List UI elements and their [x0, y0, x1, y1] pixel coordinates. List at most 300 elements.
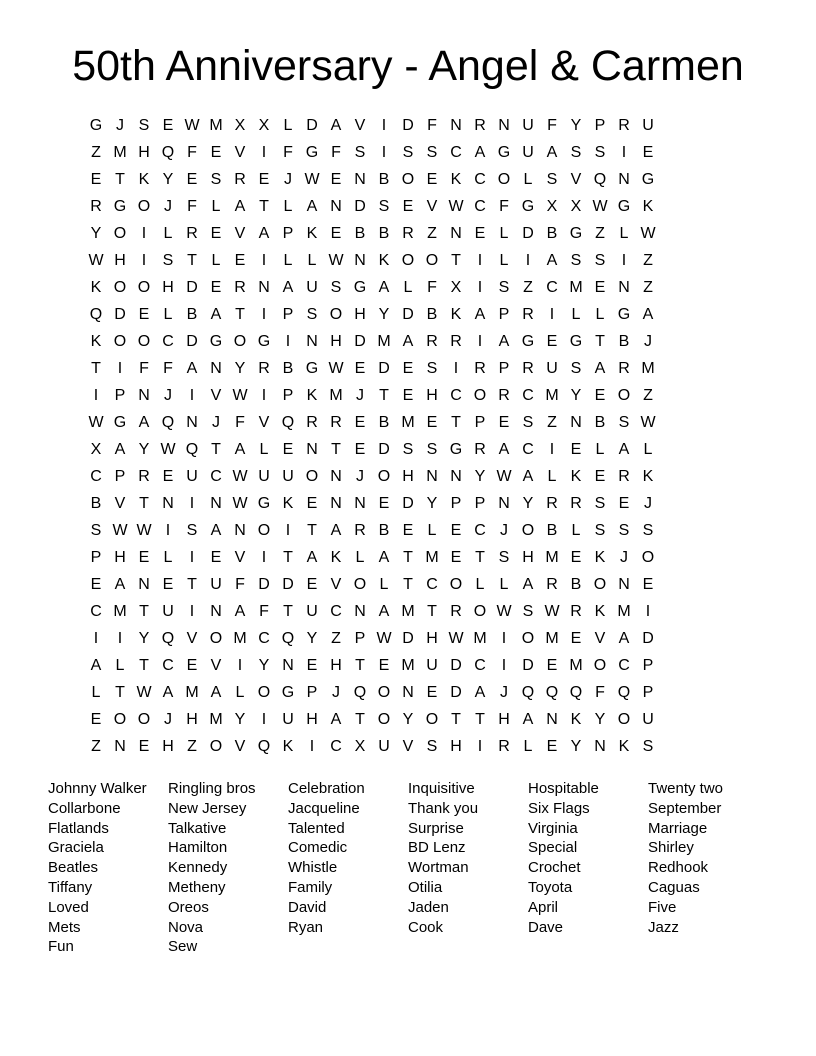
- grid-letter: T: [283, 549, 293, 566]
- grid-letter: A: [114, 576, 126, 593]
- grid-letter: B: [426, 306, 438, 323]
- grid-letter: G: [281, 684, 295, 701]
- grid-letter: A: [546, 144, 558, 161]
- grid-letter: U: [306, 603, 318, 620]
- grid-letter: I: [501, 657, 507, 674]
- grid-letter: L: [475, 576, 485, 593]
- grid-letter: C: [330, 603, 342, 620]
- grid-letter: X: [234, 117, 246, 134]
- grid-letter: I: [621, 144, 627, 161]
- grid-letter: P: [642, 684, 654, 701]
- grid-row: [84, 139, 732, 166]
- grid-letter: G: [569, 225, 583, 242]
- word-item: April: [528, 898, 559, 916]
- grid-letter: D: [114, 306, 126, 323]
- grid-letter: D: [378, 360, 390, 377]
- grid-letter: D: [378, 441, 390, 458]
- grid-letter: T: [139, 495, 149, 512]
- grid-letter: D: [186, 279, 198, 296]
- grid-letter: A: [210, 522, 222, 539]
- grid-letter: S: [378, 198, 390, 215]
- grid-letter: M: [617, 603, 631, 620]
- word-item: Toyota: [528, 878, 573, 896]
- grid-letter: R: [450, 333, 462, 350]
- grid-letter: G: [305, 144, 319, 161]
- grid-letter: K: [90, 333, 102, 350]
- grid-letter: Z: [523, 279, 533, 296]
- grid-letter: C: [426, 576, 438, 593]
- grid-letter: Z: [427, 225, 437, 242]
- grid-row: [84, 355, 732, 382]
- grid-letter: D: [402, 630, 414, 647]
- grid-letter: S: [210, 171, 222, 188]
- word-item: Flatlands: [48, 819, 109, 837]
- grid-letter: N: [210, 495, 222, 512]
- grid-letter: B: [90, 495, 102, 512]
- grid-letter: A: [306, 198, 318, 215]
- grid-letter: V: [570, 171, 582, 188]
- grid-letter: T: [595, 333, 605, 350]
- grid-letter: D: [402, 117, 414, 134]
- word-item: Shirley: [648, 839, 694, 857]
- grid-letter: A: [234, 198, 246, 215]
- grid-letter: M: [329, 387, 343, 404]
- grid-letter: V: [426, 198, 438, 215]
- grid-letter: E: [450, 549, 462, 566]
- grid-letter: O: [641, 549, 655, 566]
- grid-letter: C: [522, 441, 534, 458]
- grid-letter: N: [330, 495, 342, 512]
- grid-letter: Y: [570, 738, 582, 755]
- word-list: [48, 779, 768, 957]
- grid-letter: S: [498, 549, 510, 566]
- grid-letter: Y: [306, 630, 318, 647]
- grid-letter: H: [138, 144, 150, 161]
- grid-letter: A: [642, 306, 654, 323]
- grid-letter: T: [115, 171, 125, 188]
- grid-letter: O: [617, 711, 631, 728]
- grid-letter: S: [306, 306, 318, 323]
- grid-letter: L: [355, 549, 365, 566]
- grid-letter: K: [450, 171, 462, 188]
- word-item: Crochet: [528, 859, 581, 877]
- grid-letter: B: [546, 522, 558, 539]
- grid-letter: F: [427, 117, 437, 134]
- grid-letter: C: [522, 387, 534, 404]
- grid-letter: E: [138, 306, 150, 323]
- grid-letter: E: [162, 468, 174, 485]
- grid-letter: D: [306, 117, 318, 134]
- grid-letter: R: [306, 414, 318, 431]
- grid-letter: K: [570, 711, 582, 728]
- grid-letter: A: [258, 225, 270, 242]
- grid-letter: B: [378, 225, 390, 242]
- grid-letter: B: [618, 333, 630, 350]
- grid-letter: W: [232, 387, 248, 404]
- grid-row: [84, 598, 732, 625]
- grid-letter: M: [545, 630, 559, 647]
- grid-letter: R: [546, 576, 558, 593]
- grid-letter: Y: [522, 495, 534, 512]
- grid-letter: Q: [353, 684, 367, 701]
- word-column: [648, 779, 768, 957]
- grid-row: [84, 301, 732, 328]
- grid-letter: E: [642, 144, 654, 161]
- grid-letter: C: [162, 333, 174, 350]
- grid-letter: O: [137, 711, 151, 728]
- grid-letter: N: [210, 603, 222, 620]
- grid-letter: F: [547, 117, 557, 134]
- grid-letter: S: [162, 252, 174, 269]
- grid-letter: L: [307, 252, 317, 269]
- grid-letter: I: [621, 252, 627, 269]
- grid-letter: A: [474, 306, 486, 323]
- grid-letter: T: [187, 576, 197, 593]
- grid-letter: I: [237, 657, 243, 674]
- grid-letter: Y: [426, 495, 438, 512]
- grid-letter: Q: [161, 414, 175, 431]
- grid-letter: F: [187, 144, 197, 161]
- grid-letter: N: [618, 279, 630, 296]
- word-item: Graciela: [48, 839, 104, 857]
- grid-letter: K: [618, 738, 630, 755]
- word-item: Redhook: [648, 859, 709, 877]
- grid-letter: N: [138, 576, 150, 593]
- word-column: [168, 779, 288, 957]
- grid-letter: T: [235, 306, 245, 323]
- grid-letter: S: [354, 144, 366, 161]
- grid-letter: A: [330, 522, 342, 539]
- grid-row: [84, 652, 732, 679]
- grid-letter: Q: [545, 684, 559, 701]
- grid-row: [84, 517, 732, 544]
- word-item: Ringling bros: [168, 780, 256, 797]
- grid-letter: W: [232, 495, 248, 512]
- grid-letter: L: [379, 576, 389, 593]
- grid-letter: O: [137, 279, 151, 296]
- grid-row: [84, 328, 732, 355]
- grid-letter: B: [594, 414, 606, 431]
- grid-letter: Z: [643, 279, 653, 296]
- grid-letter: A: [498, 333, 510, 350]
- word-column: [408, 779, 528, 957]
- grid-letter: N: [426, 468, 438, 485]
- grid-letter: C: [474, 657, 486, 674]
- grid-letter: H: [306, 711, 318, 728]
- grid-letter: F: [595, 684, 605, 701]
- grid-letter: L: [571, 306, 581, 323]
- grid-letter: J: [164, 198, 172, 215]
- grid-letter: P: [306, 684, 318, 701]
- word-item: Nova: [168, 918, 204, 936]
- grid-letter: L: [283, 198, 293, 215]
- grid-letter: T: [403, 549, 413, 566]
- grid-letter: A: [114, 441, 126, 458]
- grid-letter: J: [500, 684, 508, 701]
- grid-letter: Q: [257, 738, 271, 755]
- grid-letter: L: [523, 171, 533, 188]
- grid-letter: V: [114, 495, 126, 512]
- word-item: Virginia: [528, 819, 578, 837]
- grid-letter: U: [426, 657, 438, 674]
- grid-letter: S: [570, 144, 582, 161]
- grid-letter: R: [450, 603, 462, 620]
- grid-letter: A: [474, 684, 486, 701]
- grid-letter: I: [501, 630, 507, 647]
- word-item: Twenty two: [648, 780, 724, 797]
- grid-letter: L: [163, 225, 173, 242]
- grid-letter: R: [402, 225, 414, 242]
- grid-letter: F: [331, 144, 341, 161]
- grid-letter: E: [306, 495, 318, 512]
- grid-letter: E: [498, 414, 510, 431]
- word-item: David: [288, 898, 327, 916]
- grid-letter: O: [113, 279, 127, 296]
- grid-letter: E: [618, 495, 630, 512]
- grid-letter: S: [426, 144, 438, 161]
- grid-letter: D: [402, 306, 414, 323]
- grid-letter: E: [426, 414, 438, 431]
- word-item: Fun: [48, 938, 74, 956]
- word-item: Marriage: [648, 819, 708, 837]
- grid-letter: R: [90, 198, 102, 215]
- grid-letter: A: [330, 117, 342, 134]
- grid-letter: N: [186, 414, 198, 431]
- grid-letter: E: [402, 360, 414, 377]
- grid-letter: J: [332, 684, 340, 701]
- grid-letter: S: [90, 522, 102, 539]
- grid-letter: S: [618, 522, 630, 539]
- grid-letter: H: [330, 333, 342, 350]
- grid-letter: H: [450, 738, 462, 755]
- grid-letter: A: [282, 279, 294, 296]
- grid-letter: Y: [138, 441, 150, 458]
- word-item: Family: [288, 878, 333, 896]
- grid-letter: Y: [378, 306, 390, 323]
- grid-letter: S: [618, 414, 630, 431]
- grid-letter: S: [642, 522, 654, 539]
- grid-letter: F: [283, 144, 293, 161]
- grid-letter: P: [474, 414, 486, 431]
- grid-letter: R: [618, 468, 630, 485]
- grid-letter: G: [641, 171, 655, 188]
- grid-letter: N: [450, 468, 462, 485]
- grid-letter: U: [522, 117, 534, 134]
- grid-letter: C: [546, 279, 558, 296]
- grid-letter: R: [186, 225, 198, 242]
- grid-letter: D: [450, 684, 462, 701]
- grid-row: [84, 409, 732, 436]
- grid-letter: J: [284, 171, 292, 188]
- grid-letter: O: [449, 576, 463, 593]
- grid-letter: N: [546, 711, 558, 728]
- grid-letter: W: [640, 414, 656, 431]
- grid-letter: E: [426, 171, 438, 188]
- grid-letter: C: [330, 738, 342, 755]
- grid-letter: M: [185, 684, 199, 701]
- grid-letter: M: [233, 630, 247, 647]
- word-item: Metheny: [168, 878, 226, 896]
- grid-letter: G: [617, 198, 631, 215]
- grid-letter: P: [354, 630, 366, 647]
- grid-letter: W: [160, 441, 176, 458]
- grid-letter: I: [261, 549, 267, 566]
- word-item: Kennedy: [168, 859, 228, 877]
- grid-letter: S: [594, 522, 606, 539]
- grid-row: [84, 625, 732, 652]
- grid-letter: J: [620, 549, 628, 566]
- grid-letter: O: [425, 711, 439, 728]
- grid-letter: L: [595, 306, 605, 323]
- grid-row: [84, 571, 732, 598]
- grid-letter: J: [356, 468, 364, 485]
- grid-letter: I: [285, 333, 291, 350]
- grid-letter: A: [90, 657, 102, 674]
- grid-letter: G: [305, 360, 319, 377]
- grid-letter: P: [282, 306, 294, 323]
- grid-letter: C: [90, 468, 102, 485]
- grid-letter: B: [570, 576, 582, 593]
- grid-letter: L: [595, 441, 605, 458]
- grid-letter: N: [450, 225, 462, 242]
- grid-letter: S: [330, 279, 342, 296]
- grid-letter: A: [378, 279, 390, 296]
- grid-letter: D: [186, 333, 198, 350]
- grid-letter: J: [644, 333, 652, 350]
- grid-letter: E: [450, 522, 462, 539]
- grid-letter: G: [89, 117, 103, 134]
- grid-letter: J: [500, 522, 508, 539]
- word-column: [288, 779, 408, 957]
- grid-letter: T: [115, 684, 125, 701]
- grid-letter: L: [91, 684, 101, 701]
- word-item: Johnny Walker: [48, 780, 147, 797]
- grid-letter: A: [162, 684, 174, 701]
- grid-letter: V: [234, 144, 246, 161]
- grid-letter: F: [163, 360, 173, 377]
- grid-letter: E: [186, 657, 198, 674]
- grid-letter: N: [618, 576, 630, 593]
- grid-letter: O: [137, 198, 151, 215]
- grid-letter: J: [356, 387, 364, 404]
- grid-letter: U: [306, 279, 318, 296]
- grid-letter: K: [306, 387, 318, 404]
- grid-letter: G: [113, 198, 127, 215]
- word-item: Comedic: [288, 839, 348, 857]
- grid-letter: I: [141, 225, 147, 242]
- grid-letter: D: [450, 657, 462, 674]
- grid-row: [84, 706, 732, 733]
- grid-letter: L: [571, 522, 581, 539]
- grid-letter: W: [376, 630, 392, 647]
- grid-letter: S: [546, 171, 558, 188]
- grid-letter: R: [474, 360, 486, 377]
- grid-letter: Q: [281, 414, 295, 431]
- grid-letter: W: [88, 414, 104, 431]
- grid-letter: U: [642, 711, 654, 728]
- grid-letter: Y: [234, 360, 246, 377]
- grid-letter: E: [570, 441, 582, 458]
- grid-letter: N: [354, 603, 366, 620]
- word-column: [528, 779, 648, 957]
- grid-letter: I: [117, 630, 123, 647]
- grid-letter: H: [162, 738, 174, 755]
- grid-letter: U: [282, 468, 294, 485]
- grid-letter: V: [210, 657, 222, 674]
- grid-letter: N: [498, 117, 510, 134]
- grid-letter: X: [354, 738, 366, 755]
- grid-letter: X: [90, 441, 102, 458]
- grid-letter: H: [498, 711, 510, 728]
- word-item: Five: [648, 898, 677, 916]
- grid-letter: L: [163, 549, 173, 566]
- grid-letter: S: [186, 522, 198, 539]
- grid-letter: F: [427, 279, 437, 296]
- grid-letter: L: [403, 279, 413, 296]
- word-item: Tiffany: [48, 878, 93, 896]
- grid-letter: O: [593, 576, 607, 593]
- grid-letter: B: [354, 225, 366, 242]
- grid-letter: I: [285, 522, 291, 539]
- grid-letter: T: [331, 441, 341, 458]
- word-item: Oreos: [168, 898, 209, 916]
- grid-letter: I: [549, 306, 555, 323]
- grid-letter: R: [570, 495, 582, 512]
- grid-letter: K: [642, 468, 654, 485]
- grid-letter: K: [90, 279, 102, 296]
- grid-letter: R: [618, 117, 630, 134]
- grid-letter: N: [234, 522, 246, 539]
- grid-letter: H: [426, 387, 438, 404]
- grid-letter: E: [90, 171, 102, 188]
- grid-letter: E: [258, 171, 270, 188]
- grid-letter: M: [401, 603, 415, 620]
- grid-letter: N: [354, 171, 366, 188]
- word-item: Talkative: [168, 819, 227, 837]
- grid-letter: H: [522, 549, 534, 566]
- grid-letter: S: [402, 441, 414, 458]
- grid-letter: W: [304, 171, 320, 188]
- grid-letter: I: [549, 441, 555, 458]
- grid-letter: O: [593, 657, 607, 674]
- grid-letter: D: [354, 198, 366, 215]
- grid-letter: V: [594, 630, 606, 647]
- grid-letter: T: [139, 657, 149, 674]
- grid-letter: W: [592, 198, 608, 215]
- grid-letter: S: [594, 144, 606, 161]
- grid-letter: I: [189, 549, 195, 566]
- word-item: Hospitable: [528, 780, 599, 797]
- grid-letter: R: [522, 360, 534, 377]
- grid-letter: P: [594, 117, 606, 134]
- grid-letter: P: [114, 387, 126, 404]
- grid-letter: Z: [595, 225, 605, 242]
- grid-letter: P: [498, 306, 510, 323]
- grid-letter: T: [91, 360, 101, 377]
- grid-letter: O: [377, 684, 391, 701]
- grid-letter: F: [259, 603, 269, 620]
- grid-letter: L: [523, 738, 533, 755]
- grid-letter: E: [378, 657, 390, 674]
- grid-letter: Y: [402, 711, 414, 728]
- grid-letter: U: [378, 738, 390, 755]
- grid-letter: O: [497, 171, 511, 188]
- grid-letter: E: [546, 657, 558, 674]
- grid-letter: O: [257, 522, 271, 539]
- word-item: Surprise: [408, 819, 464, 837]
- grid-letter: I: [381, 117, 387, 134]
- grid-row: [84, 166, 732, 193]
